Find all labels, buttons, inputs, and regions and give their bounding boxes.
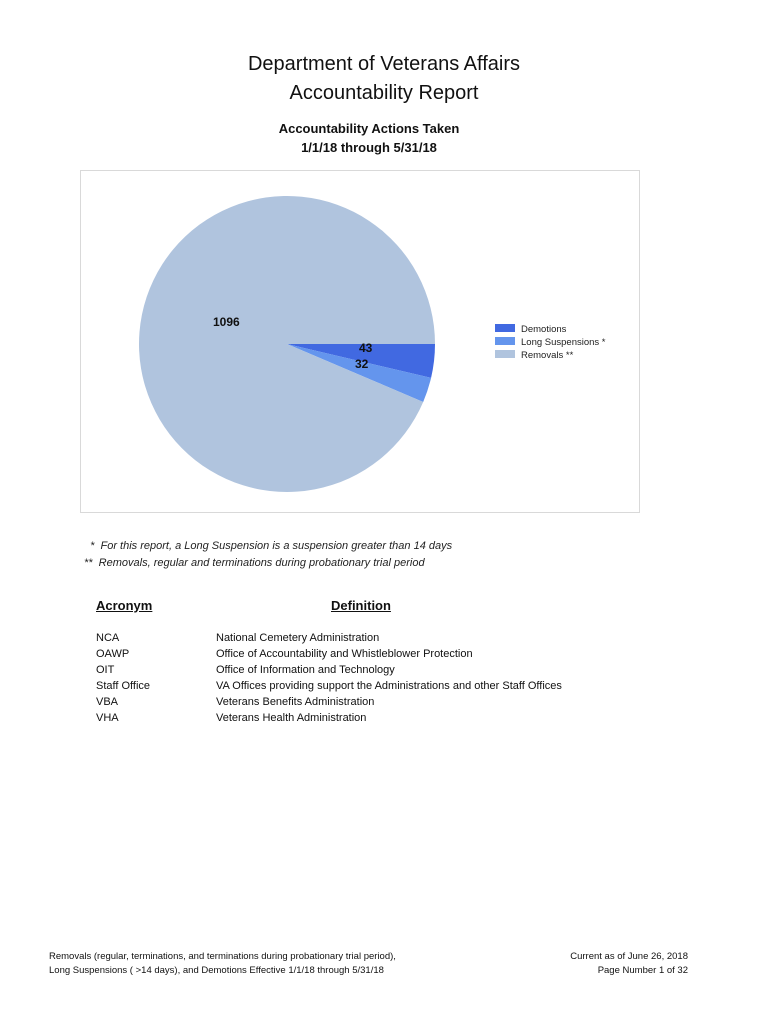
- footer-left-line-1: Removals (regular, terminations, and terminations during probationary trial period),: [49, 951, 396, 962]
- acronym-cell: NCA: [96, 632, 120, 644]
- title-line-1: Department of Veterans Affairs: [247, 53, 520, 75]
- acronym-cell: VHA: [96, 712, 119, 724]
- table-row: [96, 646, 696, 662]
- definition-cell: Office of Information and Technology: [216, 664, 395, 676]
- legend-swatch-removals: [495, 350, 515, 358]
- table-row: [96, 678, 696, 694]
- table-row: [96, 662, 696, 678]
- footer-current-date: Current as of June 26, 2018: [570, 951, 688, 962]
- table-row: [96, 630, 696, 646]
- acronym-header: Acronym: [96, 598, 153, 613]
- footer-page-info: [570, 950, 688, 978]
- footer-page-number: Page Number 1 of 32: [597, 965, 688, 976]
- definition-cell: Veterans Benefits Administration: [216, 696, 375, 708]
- footer-description: [49, 950, 396, 978]
- legend-swatch-long-suspensions: [495, 337, 515, 345]
- definition-cell: Office of Accountability and Whistleblower Protection: [216, 648, 473, 660]
- legend-swatch-demotions: [495, 324, 515, 332]
- chart-subtitle: [0, 119, 734, 157]
- pie-chart: [81, 171, 639, 512]
- data-label-long-suspensions: 32: [355, 357, 369, 371]
- data-label-removals: 1096: [213, 315, 240, 329]
- definition-cell: Veterans Health Administration: [216, 712, 367, 724]
- footnotes: [84, 538, 452, 571]
- acronym-cell: Staff Office: [96, 680, 151, 692]
- data-label-demotions: 43: [359, 341, 373, 355]
- title-line-2: Accountability Report: [289, 82, 479, 104]
- acronym-cell: VBA: [96, 696, 119, 708]
- table-row: [96, 710, 696, 726]
- footnote-long-suspension: * For this report, a Long Suspension is a suspension greater than 14 days: [84, 540, 453, 552]
- pie-chart-container: [80, 170, 640, 513]
- acronym-cell: OAWP: [96, 648, 130, 660]
- subtitle-line-2: 1/1/18 through 5/31/18: [301, 140, 437, 155]
- definition-cell: VA Offices providing support the Administrations and other Staff Offices: [216, 680, 562, 692]
- acronym-table-header: [96, 598, 696, 630]
- definition-header: Definition: [331, 598, 391, 613]
- definition-cell: National Cemetery Administration: [216, 632, 380, 644]
- subtitle-line-1: Accountability Actions Taken: [278, 121, 460, 136]
- legend-label-removals: Removals **: [521, 350, 574, 361]
- pie-slice-removals: [139, 196, 435, 492]
- footnote-removals: ** Removals, regular and terminations during probationary trial period: [84, 556, 425, 569]
- acronym-table: [96, 598, 696, 726]
- table-row: [96, 694, 696, 710]
- acronym-cell: OIT: [96, 664, 115, 676]
- legend-label-long-suspensions: Long Suspensions *: [521, 337, 606, 348]
- report-title: [0, 50, 768, 108]
- legend-label-demotions: Demotions: [521, 324, 567, 335]
- footer-left-line-2: Long Suspensions ( >14 days), and Demotions Effective 1/1/18 through 5/31/18: [49, 965, 384, 976]
